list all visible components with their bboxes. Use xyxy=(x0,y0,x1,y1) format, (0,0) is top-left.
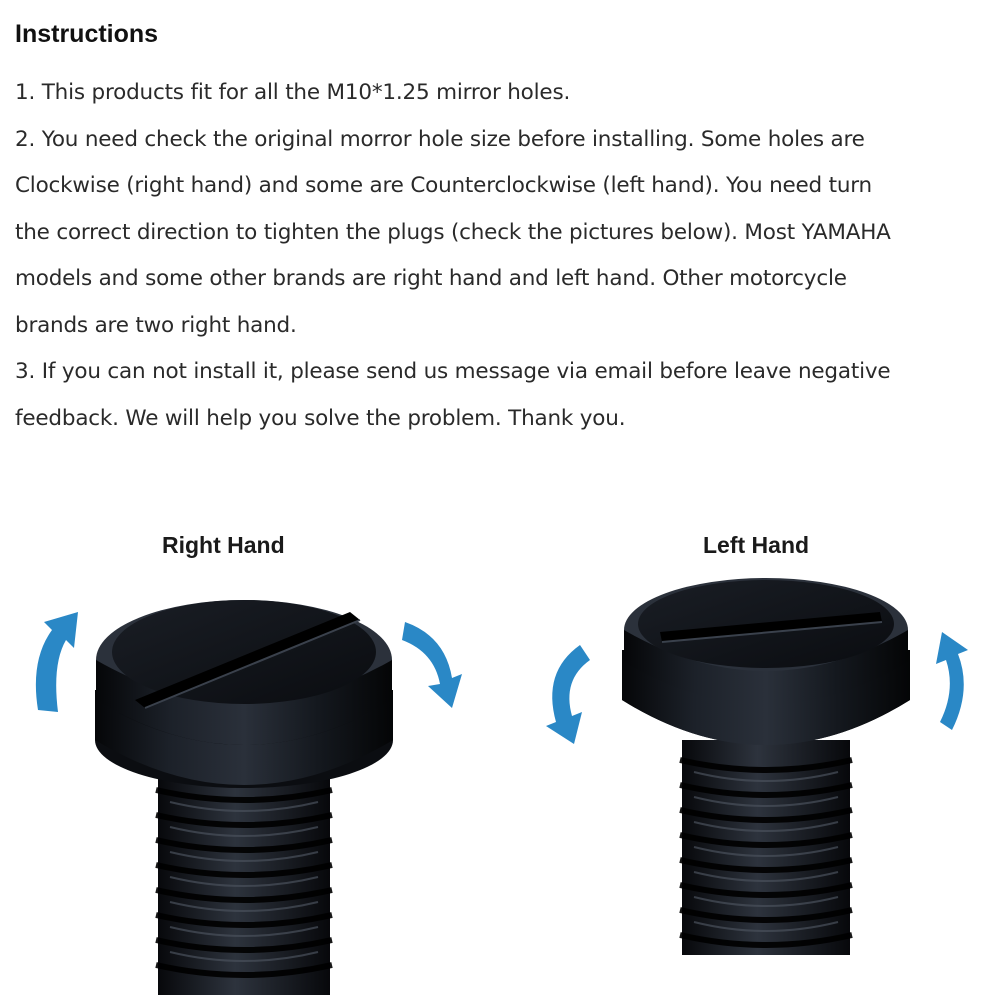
left-hand-arrow-up-icon xyxy=(936,632,968,730)
instruction-line-3: Clockwise (right hand) and some are Counterclockwise (left hand). You need turn xyxy=(15,173,872,198)
right-hand-label: Right Hand xyxy=(162,532,285,558)
right-hand-arrow-down-icon xyxy=(402,622,462,708)
mirror-plug-illustration xyxy=(0,560,1001,1001)
instruction-line-1: 1. This products fit for all the M10*1.25 mirror holes. xyxy=(15,80,571,105)
instruction-line-4: the correct direction to tighten the plugs (check the pictures below). Most YAMAHA xyxy=(15,219,891,245)
right-plug-thread xyxy=(156,770,332,995)
left-plug-thread xyxy=(680,740,852,955)
left-hand-label: Left Hand xyxy=(703,532,810,558)
instructions-heading: Instructions xyxy=(15,20,159,48)
instruction-line-7: 3. If you can not install it, please send us message via email before leave negative xyxy=(15,359,891,384)
instructions-body xyxy=(15,70,990,442)
instruction-line-6: brands are two right hand. xyxy=(15,312,297,338)
right-hand-plug xyxy=(95,600,393,995)
instruction-line-2: 2. You need check the original morror hole size before installing. Some holes are xyxy=(15,126,865,152)
left-hand-plug xyxy=(622,578,910,955)
left-hand-arrow-down-icon xyxy=(546,645,590,744)
instruction-line-8: feedback. We will help you solve the problem. Thank you. xyxy=(15,405,626,431)
instruction-line-5: models and some other brands are right hand and left hand. Other motorcycle xyxy=(15,266,847,291)
right-hand-arrow-up-icon xyxy=(36,612,78,712)
